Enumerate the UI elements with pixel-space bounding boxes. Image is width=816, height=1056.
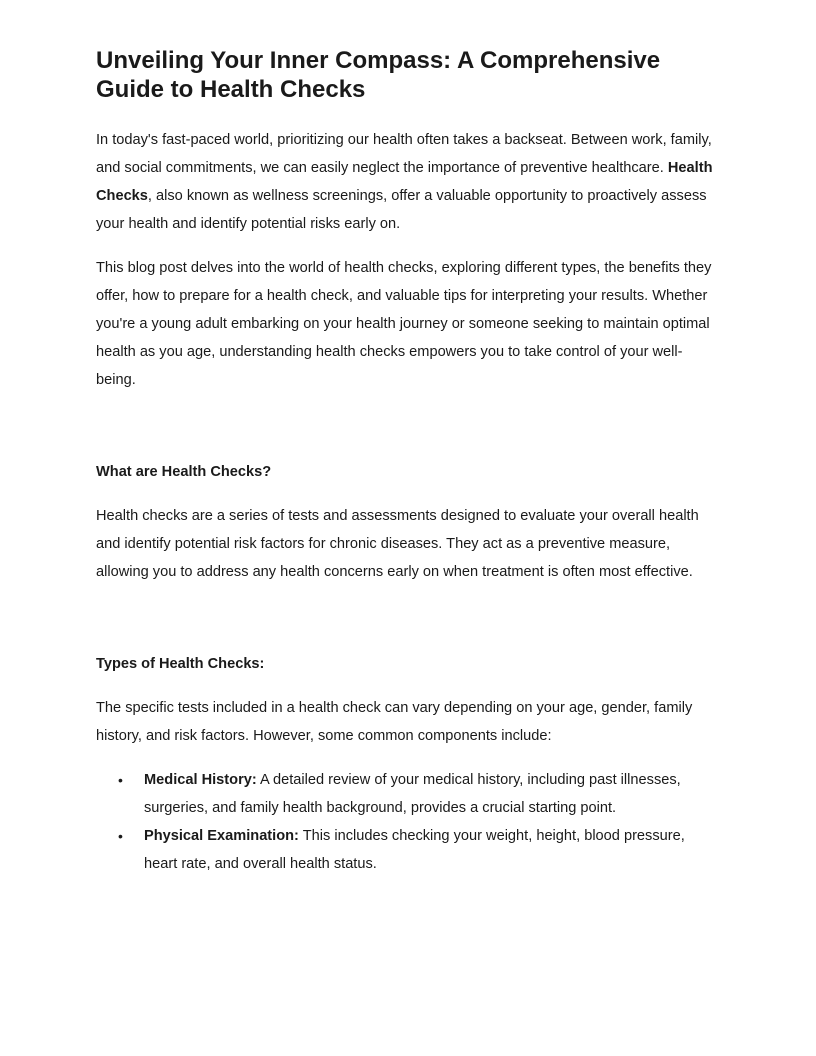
document-page — [96, 46, 720, 878]
intro-paragraph-2: This blog post delves into the world of health checks, exploring different types, the benefits they offer, how to prepare for a health check, and valuable tips for interpreting your results. Whether you're a young adult embarking on your health journey or someone seeking to maintain optimal health as you age, understanding health checks empowers you to take control of your well-being. — [96, 260, 712, 388]
list-item-label: Physical Examination: — [144, 828, 299, 844]
list-item-label: Medical History: — [144, 772, 257, 788]
intro-bold-term: Health Checks — [96, 160, 713, 204]
intro-paragraph-1 — [96, 126, 720, 238]
section-body-what-are: Health checks are a series of tests and assessments designed to evaluate your overall health and identify potential risk factors for chronic diseases. They act as a preventive measure, allowing you to address any health concerns early on when treatment is often most effective. — [96, 508, 699, 580]
list-item — [96, 766, 720, 822]
intro-text-start: In today's fast-paced world, prioritizing our health often takes a backseat. Between work, family, and social commitments, we can easily neglect the importance of preventive healthcare. — [96, 132, 712, 176]
section-heading-types: Types of Health Checks: — [96, 656, 265, 672]
spacer — [96, 602, 720, 650]
list-item-text: A detailed review of your medical history, including past illnesses, surgeries, and family health background, provides a crucial starting point. — [144, 772, 681, 816]
section-heading-what-are: What are Health Checks? — [96, 464, 272, 480]
page-title: Unveiling Your Inner Compass: A Comprehensive Guide to Health Checks — [96, 47, 661, 103]
section-body-types: The specific tests included in a health check can vary depending on your age, gender, family history, and risk factors. However, some common components include: — [96, 700, 693, 744]
bullet-icon: • — [118, 828, 123, 844]
list-item-text: This includes checking your weight, height, blood pressure, heart rate, and overall health status. — [144, 828, 685, 872]
spacer — [96, 410, 720, 458]
list-item — [96, 822, 720, 878]
health-check-components-list — [96, 766, 720, 878]
bullet-icon: • — [118, 772, 123, 788]
intro-text-end: , also known as wellness screenings, offer a valuable opportunity to proactively assess your health and identify potential risks early on. — [96, 188, 707, 232]
